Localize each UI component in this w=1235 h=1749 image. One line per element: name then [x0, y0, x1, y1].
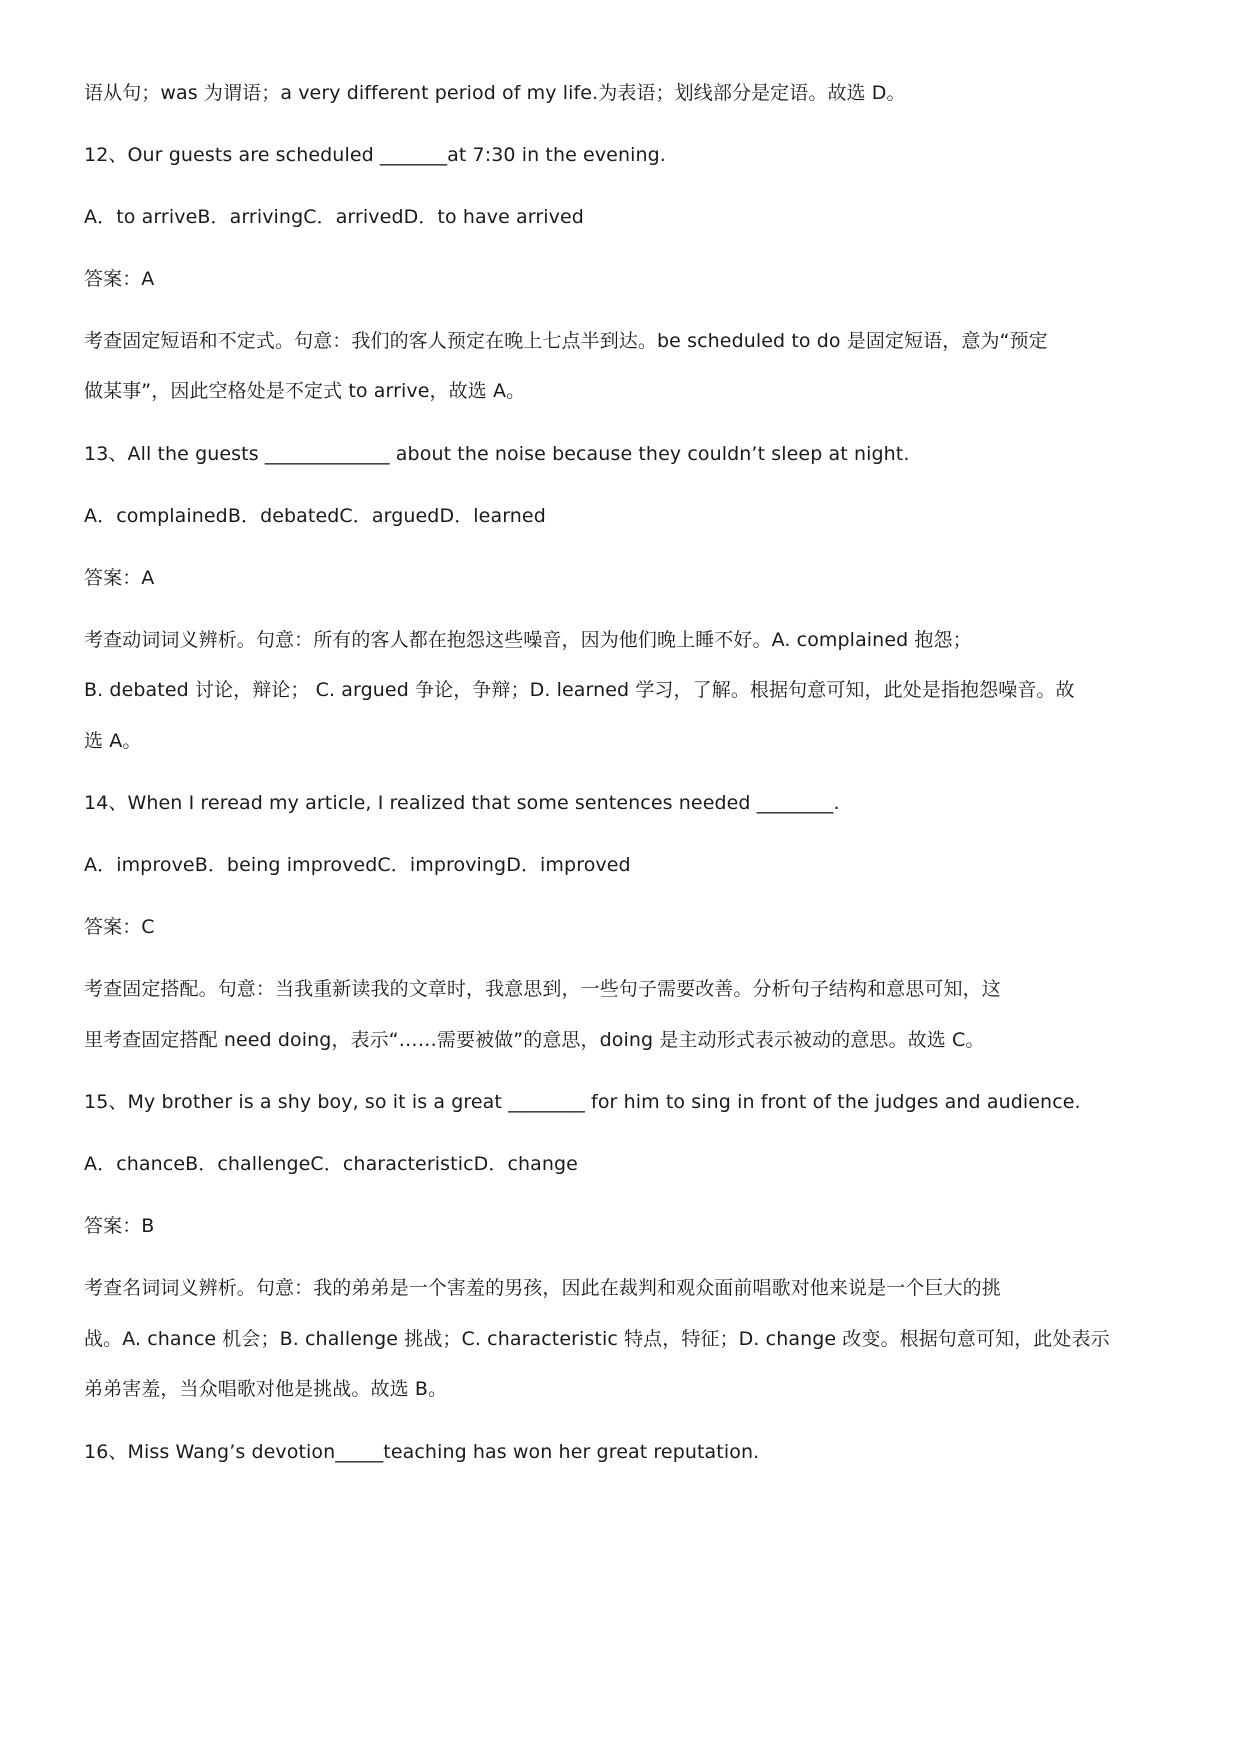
answer-12: 答案：A: [84, 268, 155, 290]
explanation-15-line-2: 战。A. chance 机会；B. challenge 挑战；C. characteristic 特点，特征；D. change 改变。根据句意可知，此处表示: [84, 1328, 1110, 1350]
question-16: 16、Miss Wang’s devotion_____teaching has won her great reputation.: [84, 1441, 760, 1463]
explanation-14-line-2: 里考查固定搭配 need doing，表示“……需要被做”的意思，doing 是主动形式表示被动的意思。故选 C。: [84, 1029, 985, 1051]
explanation-13-line-3: 选 A。: [84, 730, 142, 752]
answer-14: 答案：C: [84, 916, 155, 938]
question-15: 15、My brother is a shy boy, so it is a great ________ for him to sing in front of the judges and audience.: [84, 1091, 1081, 1113]
answer-15: 答案：B: [84, 1215, 155, 1237]
explanation-12-line-1: 考查固定短语和不定式。句意：我们的客人预定在晚上七点半到达。be scheduled to do 是固定短语，意为“预定: [84, 330, 1048, 352]
options-15: A．chanceB．challengeC．characteristicD．change: [84, 1153, 578, 1175]
options-12: A．to arriveB．arrivingC．arrivedD．to have arrived: [84, 206, 584, 228]
options-14: A．improveB．being improvedC．improvingD．improved: [84, 854, 631, 876]
explanation-13-line-1: 考查动词词义辨析。句意：所有的客人都在抱怨这些噪音，因为他们晚上睡不好。A. complained 抱怨；: [84, 629, 972, 651]
options-13: A．complainedB．debatedC．arguedD．learned: [84, 505, 546, 527]
answer-13: 答案：A: [84, 567, 155, 589]
question-13: 13、All the guests _____________ about the noise because they couldn’t sleep at night.: [84, 443, 910, 465]
explanation-14-line-1: 考查固定搭配。句意：当我重新读我的文章时，我意思到，一些句子需要改善。分析句子结构和意思可知，这: [84, 978, 1001, 1000]
explanation-12-line-2: 做某事”，因此空格处是不定式 to arrive，故选 A。: [84, 380, 526, 402]
question-14: 14、When I reread my article, I realized that some sentences needed ________.: [84, 792, 840, 814]
explanation-13-line-2: B. debated 讨论，辩论； C. argued 争论，争辩；D. learned 学习，了解。根据句意可知，此处是指抱怨噪音。故: [84, 679, 1075, 701]
question-12: 12、Our guests are scheduled _______at 7:30 in the evening.: [84, 144, 666, 166]
explanation-15-line-3: 弟弟害羞，当众唱歌对他是挑战。故选 B。: [84, 1378, 448, 1400]
text-line: 语从句；was 为谓语；a very different period of my life.为表语；划线部分是定语。故选 D。: [84, 82, 906, 104]
explanation-15-line-1: 考查名词词义辨析。句意：我的弟弟是一个害羞的男孩，因此在裁判和观众面前唱歌对他来说是一个巨大的挑: [84, 1277, 1001, 1299]
